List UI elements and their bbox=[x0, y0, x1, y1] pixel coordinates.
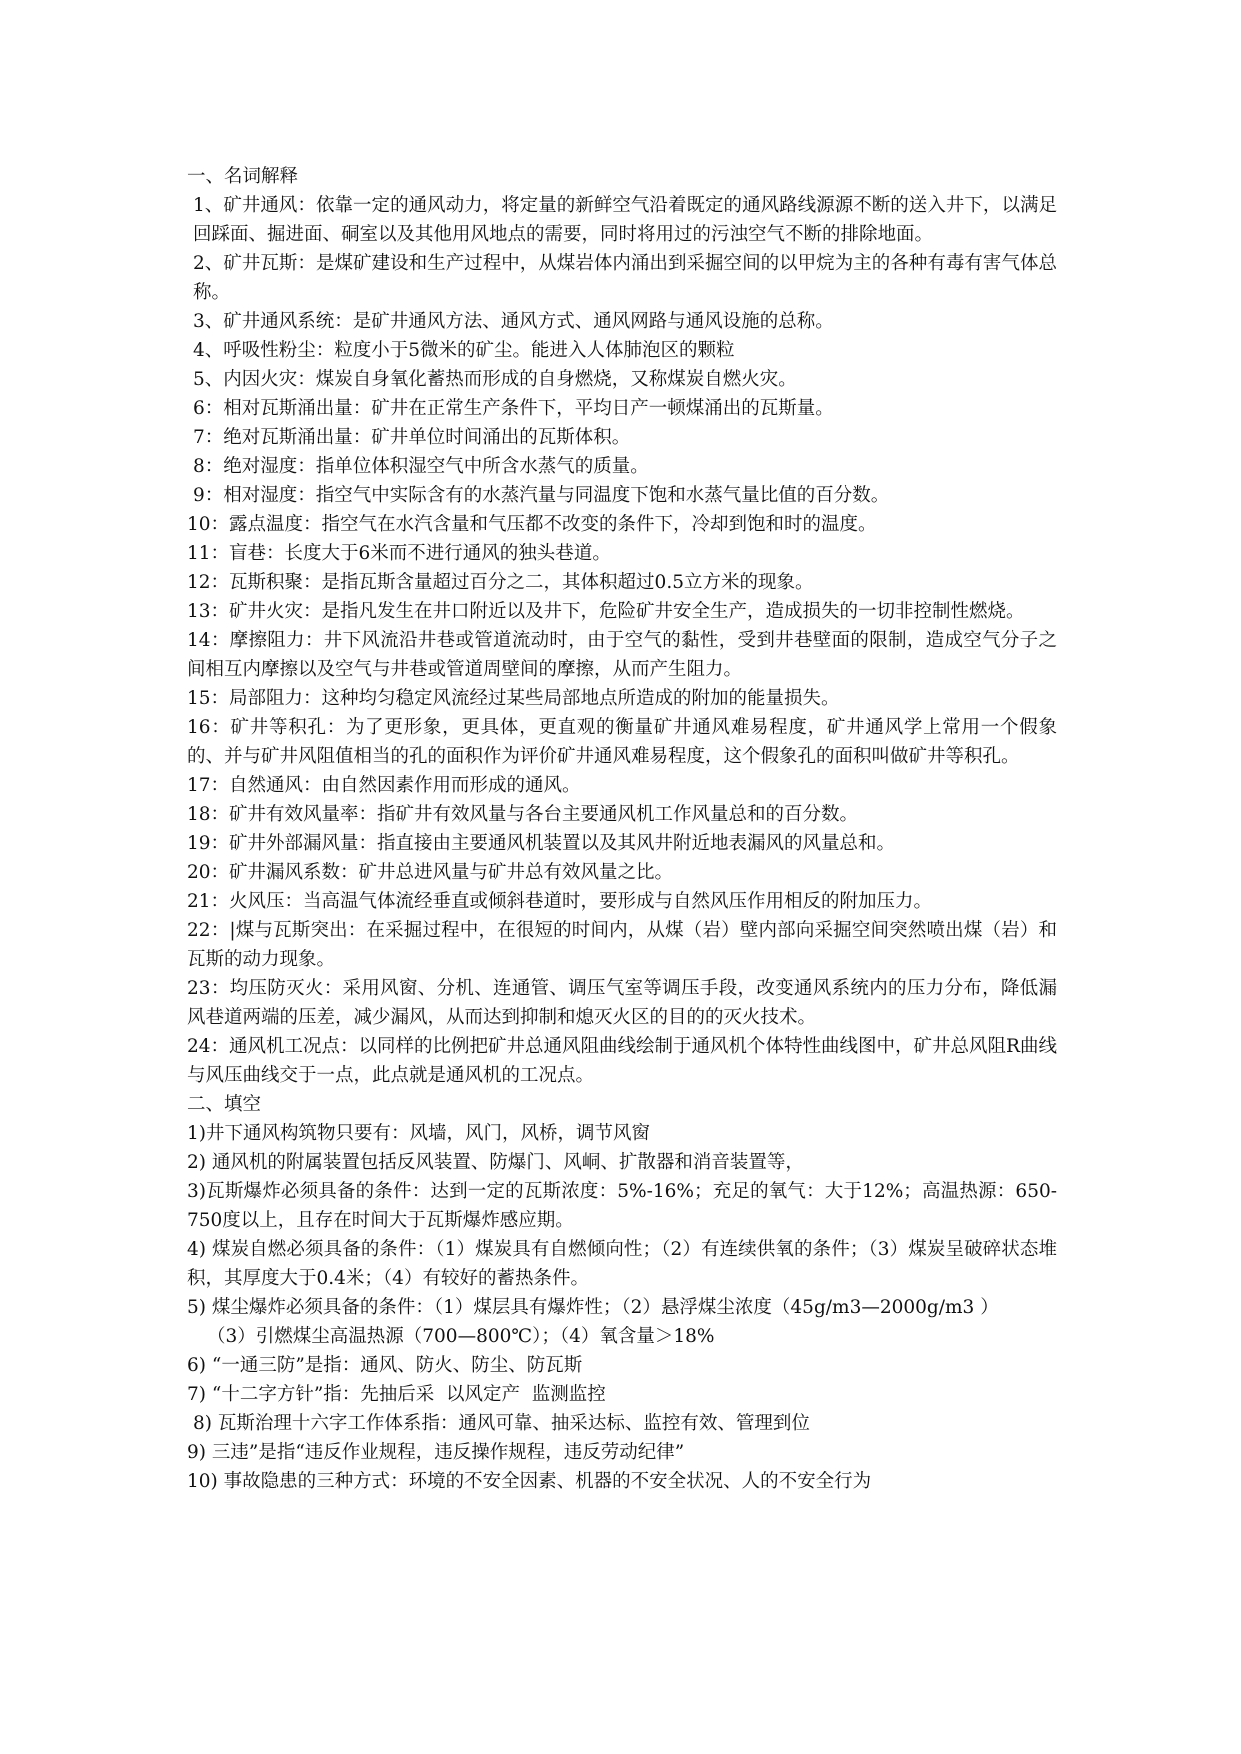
section-title: 二、填空 bbox=[187, 1094, 262, 1115]
definition-item: 23：均压防灭火：采用风窗、分机、连通管、调压气室等调压手段，改变通风系统内的压力分布，降低漏风巷道两端的压差，减少漏风，从而达到抑制和熄灭火区的目的的灭火技术。 bbox=[187, 978, 1057, 1028]
definition-item: 11：盲巷：长度大于6米而不进行通风的独头巷道。 bbox=[187, 543, 611, 564]
fill-item: （3）引燃煤尘高温热源（700—800℃）；（4）氧含量＞18% bbox=[207, 1326, 715, 1347]
definition-item: 8：绝对湿度：指单位体积湿空气中所含水蒸气的质量。 bbox=[193, 456, 649, 477]
definition-item: 10：露点温度：指空气在水汽含量和气压都不改变的条件下，冷却到饱和时的温度。 bbox=[187, 514, 877, 535]
fill-item: 10) 事故隐患的三种方式：环境的不安全因素、机器的不安全状况、人的不安全行为 bbox=[187, 1471, 872, 1492]
definition-item: 14：摩擦阻力：井下风流沿井巷或管道流动时，由于空气的黏性，受到井巷壁面的限制，造成空气分子之间相互内摩擦以及空气与井巷或管道周壁间的摩擦，从而产生阻力。 bbox=[187, 630, 1057, 680]
fill-item: 2) 通风机的附属装置包括反风装置、防爆门、风峒、扩散器和消音装置等， bbox=[187, 1152, 804, 1173]
definition-item: 22：|煤与瓦斯突出：在采掘过程中，在很短的时间内，从煤（岩）壁内部向采掘空间突然喷出煤（岩）和瓦斯的动力现象。 bbox=[187, 920, 1057, 970]
fill-item: 3)瓦斯爆炸必须具备的条件：达到一定的瓦斯浓度：5%-16%；充足的氧气：大于12%；高温热源：650-750度以上，且存在时间大于瓦斯爆炸感应期。 bbox=[187, 1181, 1057, 1231]
definition-item: 20：矿井漏风系数：矿井总进风量与矿井总有效风量之比。 bbox=[187, 862, 674, 883]
document-page bbox=[187, 162, 1057, 1496]
definition-item: 12：瓦斯积聚：是指瓦斯含量超过百分之二，其体积超过0.5立方米的现象。 bbox=[187, 572, 814, 593]
fill-item: 1)井下通风构筑物只要有：风墙，风门，风桥，调节风窗 bbox=[187, 1123, 650, 1144]
fill-item: 8) 瓦斯治理十六字工作体系指：通风可靠、抽采达标、监控有效、管理到位 bbox=[193, 1413, 810, 1434]
definition-item: 6：相对瓦斯涌出量：矿井在正常生产条件下，平均日产一顿煤涌出的瓦斯量。 bbox=[193, 398, 834, 419]
definition-item: 7：绝对瓦斯涌出量：矿井单位时间涌出的瓦斯体积。 bbox=[193, 427, 631, 448]
definition-item: 21：火风压：当高温气体流经垂直或倾斜巷道时，要形成与自然风压作用相反的附加压力。 bbox=[187, 891, 933, 912]
definition-item: 13：矿井火灾：是指凡发生在井口附近以及井下，危险矿井安全生产，造成损失的一切非控制性燃烧。 bbox=[187, 601, 1025, 622]
definition-item: 4、呼吸性粉尘：粒度小于5微米的矿尘。能进入人体肺泡区的颗粒 bbox=[193, 340, 735, 361]
definition-item: 19：矿井外部漏风量：指直接由主要通风机装置以及其风井附近地表漏风的风量总和。 bbox=[187, 833, 896, 854]
definition-item: 17：自然通风：由自然因素作用而形成的通风。 bbox=[187, 775, 581, 796]
fill-item: 9) 三违”是指“违反作业规程，违反操作规程，违反劳动纪律” bbox=[187, 1442, 685, 1463]
definition-item: 9：相对湿度：指空气中实际含有的水蒸汽量与同温度下饱和水蒸气量比值的百分数。 bbox=[193, 485, 890, 506]
definition-item: 1、矿井通风：依靠一定的通风动力，将定量的新鲜空气沿着既定的通风路线源源不断的送入井下，以满足回踩面、掘进面、硐室以及其他用风地点的需要，同时将用过的污浊空气不断的排除地面。 bbox=[193, 195, 1057, 245]
fill-item: 5) 煤尘爆炸必须具备的条件：（1）煤层具有爆炸性；（2）悬浮煤尘浓度（45g/m3—2000g/m3 ） bbox=[187, 1297, 999, 1318]
definition-item: 24：通风机工况点：以同样的比例把矿井总通风阻曲线绘制于通风机个体特性曲线图中，矿井总风阻R曲线与风压曲线交于一点，此点就是通风机的工况点。 bbox=[187, 1036, 1057, 1086]
definition-item: 16：矿井等积孔：为了更形象，更具体，更直观的衡量矿井通风难易程度，矿井通风学上常用一个假象的、并与矿井风阻值相当的孔的面积作为评价矿井通风难易程度，这个假象孔的面积叫做矿井等积孔。 bbox=[187, 717, 1057, 767]
definition-item: 15：局部阻力：这种均匀稳定风流经过某些局部地点所造成的附加的能量损失。 bbox=[187, 688, 840, 709]
definition-item: 5、内因火灾：煤炭自身氧化蓄热而形成的自身燃烧，又称煤炭自燃火灾。 bbox=[193, 369, 797, 390]
section-title: 一、名词解释 bbox=[187, 166, 299, 187]
fill-item: 7) “十二字方针”指：先抽后采 以风定产 监测监控 bbox=[187, 1384, 606, 1405]
definition-item: 3、矿井通风系统：是矿井通风方法、通风方式、通风网路与通风设施的总称。 bbox=[193, 311, 834, 332]
definition-item: 18：矿井有效风量率：指矿井有效风量与各台主要通风机工作风量总和的百分数。 bbox=[187, 804, 859, 825]
definition-item: 2、矿井瓦斯：是煤矿建设和生产过程中，从煤岩体内涌出到采掘空间的以甲烷为主的各种有毒有害气体总称。 bbox=[193, 253, 1057, 303]
fill-item: 6) “一通三防”是指：通风、防火、防尘、防瓦斯 bbox=[187, 1355, 583, 1376]
fill-item: 4) 煤炭自燃必须具备的条件：（1）煤炭具有自燃倾向性；（2）有连续供氧的条件；（3）煤炭呈破碎状态堆积，其厚度大于0.4米；（4）有较好的蓄热条件。 bbox=[187, 1239, 1057, 1289]
